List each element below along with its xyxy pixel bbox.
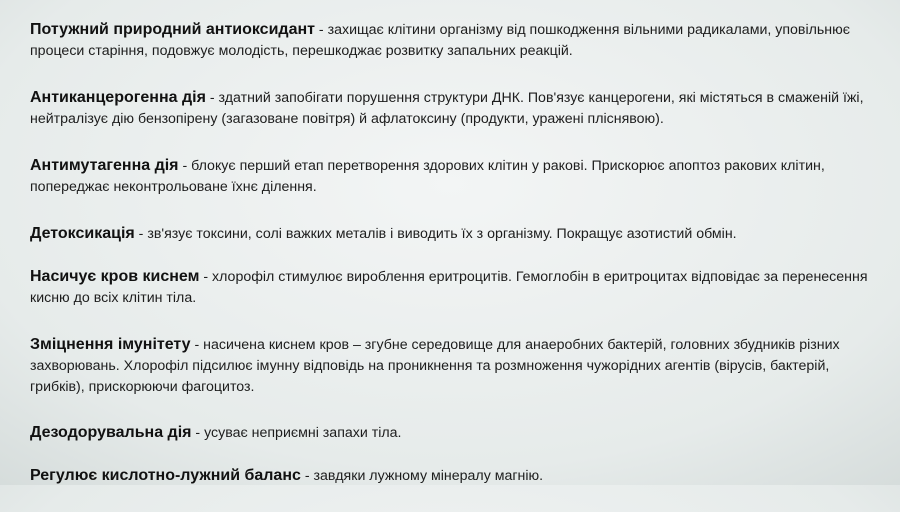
benefit-detoxification <box>30 223 880 245</box>
benefit-term: Детоксикація <box>30 225 135 242</box>
benefit-term: Антиканцерогенна дія <box>30 89 206 106</box>
benefit-description: - здатний запобігати порушення структури ДНК. Пов'язує канцерогени, які містяться в смаженій їжі, нейтралізує дію бензопірену (загазоване повітря) й афлатоксину (продукти, уражені пліснявою). <box>30 90 864 127</box>
benefit-description: - хлорофіл стимулює вироблення еритроцитів. Гемоглобін в еритроцитах відповідає за перенесення кисню до всіх клітин тіла. <box>30 269 868 306</box>
benefit-ph-balance <box>30 465 880 487</box>
benefit-description: - завдяки лужному мінералу магнію. <box>300 468 544 484</box>
benefit-antimutagenic <box>30 155 880 198</box>
benefit-term: Регулює кислотно-лужний баланс <box>30 467 301 484</box>
benefit-term: Потужний природний антиоксидант <box>30 21 315 38</box>
benefit-deodorizing <box>30 422 880 444</box>
benefit-description: - насичена киснем кров – згубне середовище для анаеробних бактерій, головних збудників різних захворювань. Хлорофіл підсилює імунну відповідь на проникнення та розмноження чужорідних агентів (вірусів, бактерій, грибків), прискорюючи фагоцитоз. <box>30 337 840 395</box>
benefit-antioxidant <box>30 19 880 62</box>
benefit-description: - блокує перший етап перетворення здорових клітин у ракові. Прискорює апоптоз ракових клітин, попереджає неконтрольоване їхнє ділення. <box>30 158 825 195</box>
benefit-term: Насичує кров киснем <box>30 268 200 285</box>
benefits-list <box>30 19 880 512</box>
benefit-description: - усуває неприємні запахи тіла. <box>191 425 402 441</box>
benefit-anticarcinogenic <box>30 87 880 130</box>
benefit-term: Зміцнення імунітету <box>30 336 191 353</box>
benefit-description: - захищає клітини організму від пошкодження вільними радикалами, уповільнює процеси старіння, подовжує молодість, перешкоджає розвитку запальних реакцій. <box>30 22 850 59</box>
benefit-description: - зв'язує токсини, солі важких металів і виводить їх з організму. Покращує азотистий обмін. <box>134 226 737 242</box>
benefit-immunity <box>30 334 880 398</box>
benefit-term: Антимутагенна дія <box>30 157 179 174</box>
benefit-oxygenation <box>30 266 880 309</box>
benefit-term: Дезодорувальна дія <box>30 424 192 441</box>
